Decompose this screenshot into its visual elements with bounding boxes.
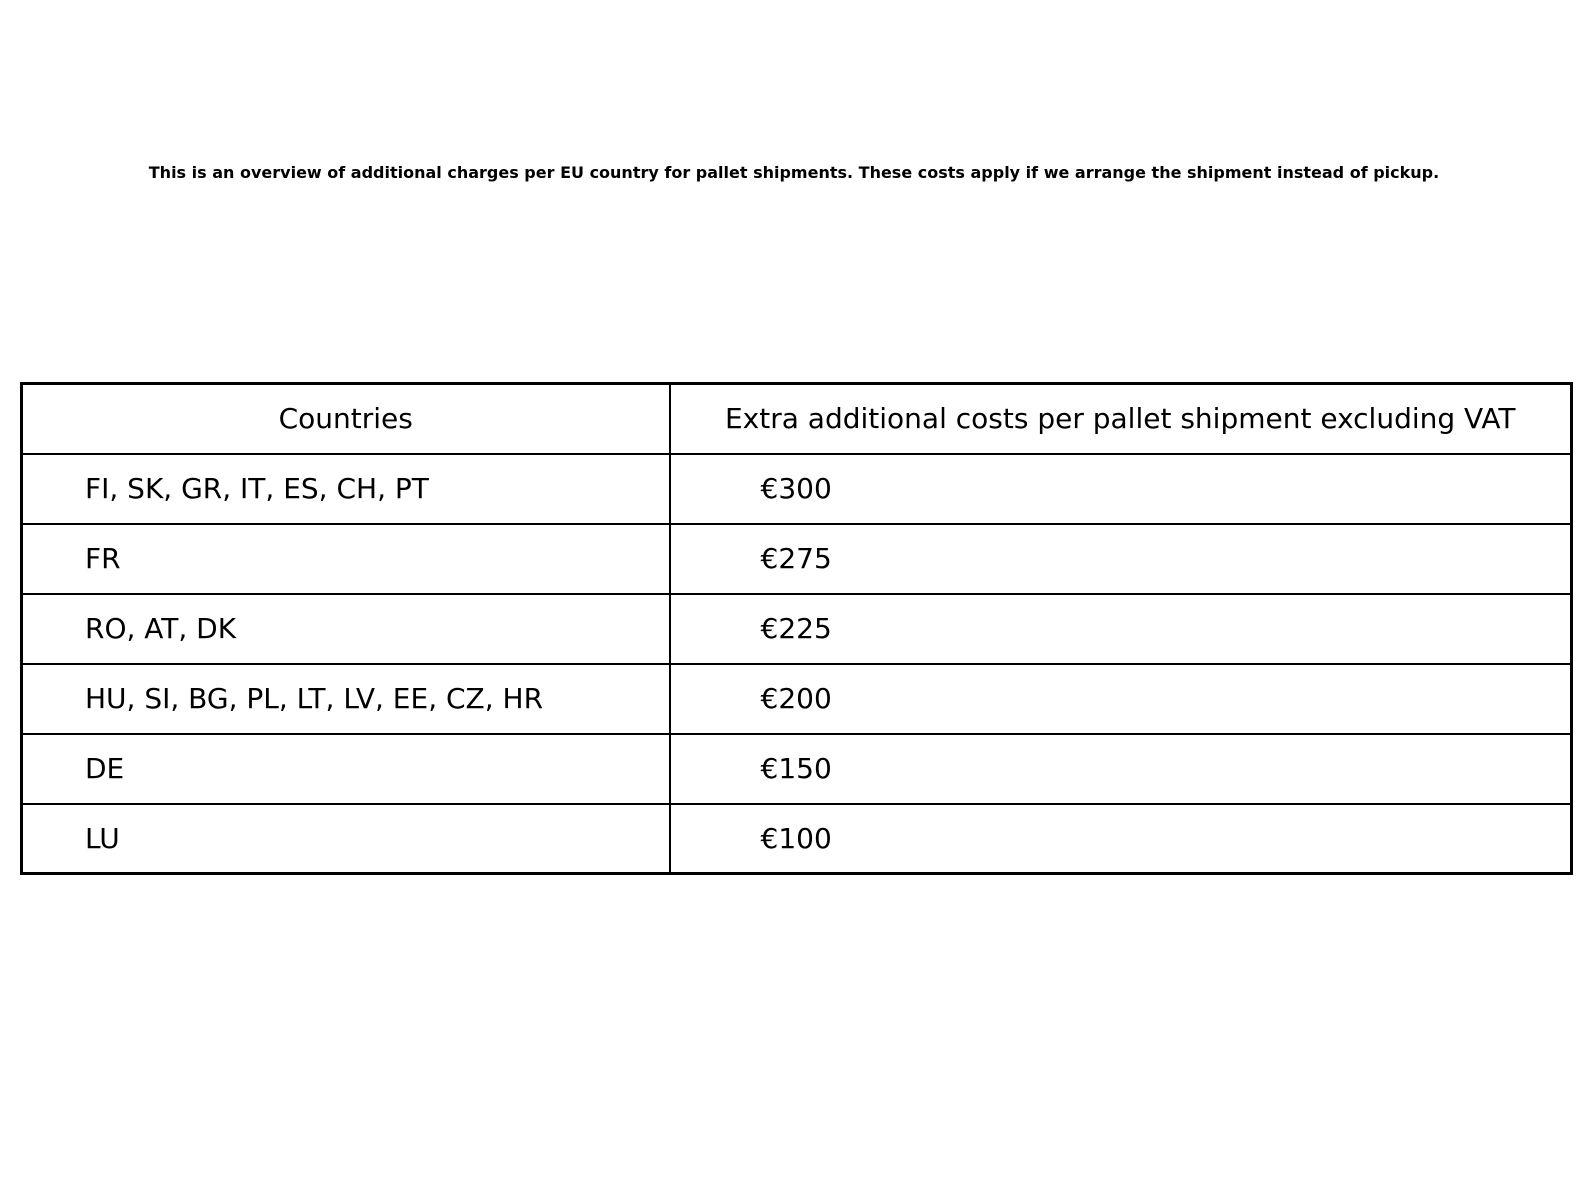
table-header-row <box>22 384 1572 454</box>
cost-cell: €150 <box>670 734 1572 804</box>
countries-cell: LU <box>22 804 670 874</box>
countries-cell: DE <box>22 734 670 804</box>
countries-cell: FI, SK, GR, IT, ES, CH, PT <box>22 454 670 524</box>
cost-cell: €275 <box>670 524 1572 594</box>
table-row <box>22 524 1572 594</box>
pallet-charges-table <box>20 382 1573 875</box>
table-row <box>22 734 1572 804</box>
cost-cell: €300 <box>670 454 1572 524</box>
column-header-extra-costs: Extra additional costs per pallet shipment excluding VAT <box>670 384 1572 454</box>
table-row <box>22 804 1572 874</box>
countries-cell: HU, SI, BG, PL, LT, LV, EE, CZ, HR <box>22 664 670 734</box>
cost-cell: €225 <box>670 594 1572 664</box>
countries-cell: FR <box>22 524 670 594</box>
cost-cell: €100 <box>670 804 1572 874</box>
table-row <box>22 664 1572 734</box>
column-header-countries: Countries <box>22 384 670 454</box>
table-row <box>22 594 1572 664</box>
intro-note: This is an overview of additional charges per EU country for pallet shipments. These costs apply if we arrange the shipment instead of pickup. <box>148 163 1440 182</box>
table-row <box>22 454 1572 524</box>
cost-cell: €200 <box>670 664 1572 734</box>
countries-cell: RO, AT, DK <box>22 594 670 664</box>
